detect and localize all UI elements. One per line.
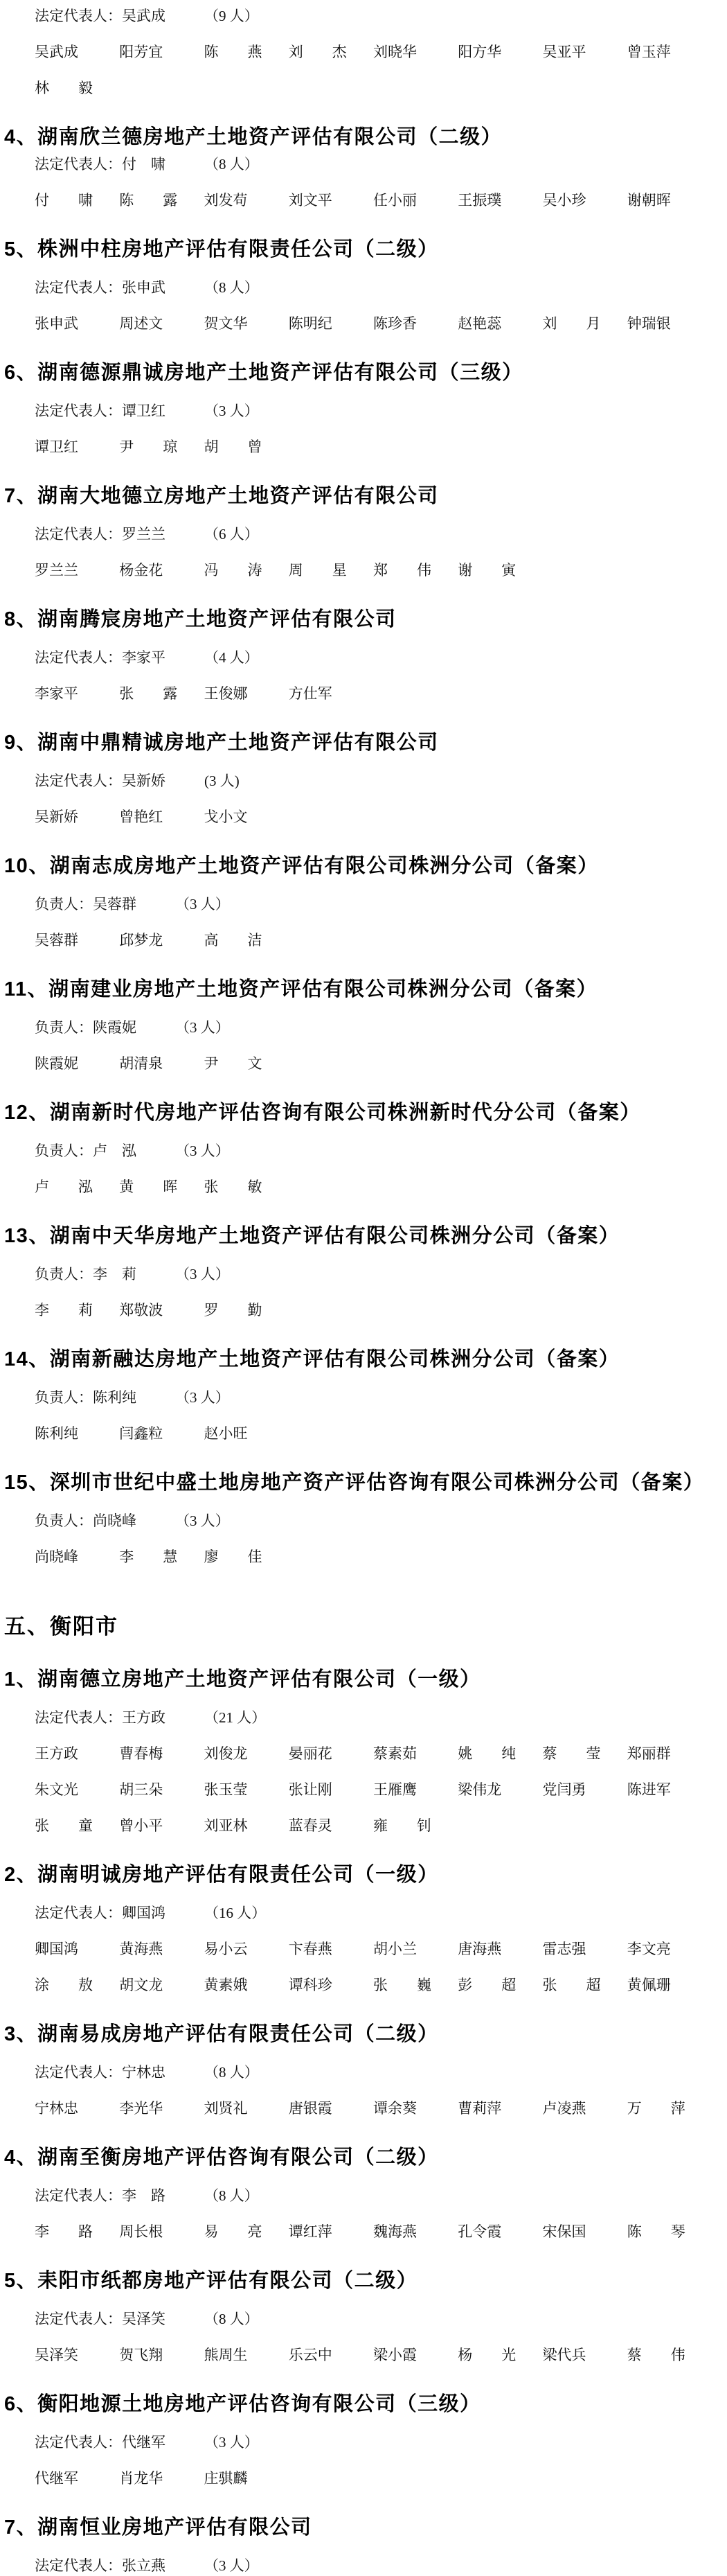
- member-name: 魏海燕: [373, 2223, 417, 2240]
- names-row: [35, 2221, 712, 2242]
- member-name: 谢朝晖: [627, 192, 671, 209]
- company-heading: 4、湖南欣兰德房地产土地资产评估有限公司（二级）: [4, 126, 503, 148]
- company-block: [4, 484, 709, 581]
- member-count: （3 人）: [175, 1019, 230, 1036]
- rep-label: 法定代表人：: [35, 8, 122, 24]
- rep-name: 张立燕: [122, 2557, 165, 2574]
- company-block: [4, 854, 709, 951]
- rep-label: 法定代表人：: [35, 156, 122, 173]
- rep-name: 代继军: [122, 2434, 165, 2451]
- member-name: 朱文光: [35, 1781, 78, 1798]
- member-name: 罗 勤: [204, 1302, 262, 1318]
- member-name: 阳方华: [458, 44, 502, 60]
- member-count: （3 人）: [175, 896, 230, 912]
- company-heading: 12、湖南新时代房地产评估咨询有限公司株洲新时代分公司（备案）: [4, 1102, 641, 1124]
- member-name: 雍 钊: [373, 1817, 431, 1834]
- member-name: 涂 敖: [35, 1977, 93, 1993]
- names-row: [35, 2468, 712, 2489]
- member-name: 尚晓峰: [35, 1549, 78, 1565]
- member-name: 谭红萍: [288, 2223, 332, 2240]
- city-section: [4, 1613, 709, 2576]
- member-name: 杨 光: [458, 2347, 517, 2363]
- company-block: [4, 977, 709, 1074]
- company-block: [4, 360, 709, 457]
- member-name: 王振璞: [458, 192, 502, 209]
- member-name: 罗兰兰: [35, 562, 78, 579]
- company-block: [4, 1100, 709, 1197]
- member-name: 蔡 莹: [542, 1745, 601, 1762]
- member-name: 戈小文: [204, 809, 248, 825]
- rep-line: [35, 2555, 709, 2576]
- company-heading: 7、湖南大地德立房地产土地资产评估有限公司: [4, 485, 439, 507]
- company-heading: 14、湖南新融达房地产土地资产评估有限公司株洲分公司（备案）: [4, 1348, 620, 1370]
- company-block: [4, 1470, 709, 1567]
- member-name: 刘亚林: [204, 1817, 248, 1834]
- member-name: 闫鑫粒: [119, 1425, 163, 1442]
- member-name: 刘文平: [288, 192, 332, 209]
- names-row: [35, 560, 712, 581]
- rep-name: 王方政: [122, 1709, 165, 1726]
- rep-name: 付 啸: [122, 156, 165, 173]
- names-row: [35, 78, 712, 98]
- member-name: 胡小兰: [373, 1941, 417, 1957]
- member-name: 李 莉: [35, 1302, 93, 1318]
- member-name: 蔡素茹: [373, 1745, 417, 1762]
- member-name: 胡文龙: [119, 1977, 163, 1993]
- company-heading: 10、湖南志成房地产土地资产评估有限公司株洲分公司（备案）: [4, 855, 599, 877]
- member-name: 李光华: [119, 2100, 163, 2117]
- member-name: 贺文华: [204, 315, 248, 332]
- member-name: 赵小旺: [204, 1425, 248, 1442]
- member-name: 张 敏: [204, 1179, 262, 1195]
- member-name: 郑丽群: [627, 1745, 671, 1762]
- member-name: 曾小平: [119, 1817, 163, 1834]
- member-name: 廖 佳: [204, 1549, 262, 1565]
- member-count: （3 人）: [175, 1389, 230, 1406]
- member-name: 卞春燕: [288, 1941, 332, 1957]
- rep-label: 负责人：: [35, 1389, 93, 1406]
- member-name: 姚 纯: [458, 1745, 517, 1762]
- names-row: [35, 1743, 712, 1764]
- member-name: 张 童: [35, 1817, 93, 1834]
- member-name: 曹春梅: [119, 1745, 163, 1762]
- member-name: 易 亮: [204, 2223, 262, 2240]
- member-name: 吴小珍: [542, 192, 586, 209]
- names-row: [35, 1779, 712, 1800]
- member-count: （8 人）: [204, 2311, 259, 2327]
- member-name: 任小丽: [373, 192, 417, 209]
- rep-line: [35, 1017, 709, 1038]
- member-name: 陈珍香: [373, 315, 417, 332]
- member-name: 张玉莹: [204, 1781, 248, 1798]
- rep-label: 法定代表人：: [35, 1905, 122, 1921]
- member-name: 刘发苟: [204, 192, 248, 209]
- member-count: （16 人）: [204, 1905, 267, 1921]
- company-heading: 4、湖南至衡房地产评估咨询有限公司（二级）: [4, 2146, 439, 2169]
- rep-line: [35, 894, 709, 915]
- company-heading: 15、深圳市世纪中盛土地房地产资产评估咨询有限公司株洲分公司（备案）: [4, 1472, 705, 1494]
- member-name: 王方政: [35, 1745, 78, 1762]
- names-row: [35, 1053, 712, 1074]
- company-block: [4, 730, 709, 827]
- member-name: 吴新娇: [35, 809, 78, 825]
- rep-label: 法定代表人：: [35, 279, 122, 296]
- member-count: （21 人）: [204, 1709, 267, 1726]
- member-name: 吴蓉群: [35, 932, 78, 949]
- member-name: 胡三朵: [119, 1781, 163, 1798]
- member-name: 陈进军: [627, 1781, 671, 1798]
- member-name: 周 星: [288, 562, 347, 579]
- company-block: [4, 125, 709, 211]
- member-count: (3 人): [204, 773, 240, 789]
- member-count: （3 人）: [175, 1266, 230, 1282]
- rep-name: 李家平: [122, 649, 165, 666]
- company-block: [4, 1224, 709, 1321]
- company-heading: 1、湖南德立房地产土地资产评估有限公司（一级）: [4, 1668, 481, 1691]
- rep-name: 罗兰兰: [122, 526, 165, 542]
- rep-label: 负责人：: [35, 1143, 93, 1159]
- company-heading: 6、衡阳地源土地房地产评估咨询有限公司（三级）: [4, 2393, 481, 2415]
- rep-name: 宁林忠: [122, 2064, 165, 2081]
- member-name: 陈 琴: [627, 2223, 685, 2240]
- member-name: 周述文: [119, 315, 163, 332]
- member-name: 刘 月: [542, 315, 601, 332]
- rep-name: 尚晓峰: [93, 1512, 136, 1529]
- company-heading: 6、湖南德源鼎诚房地产土地资产评估有限公司（三级）: [4, 362, 523, 384]
- rep-label: 法定代表人：: [35, 2557, 122, 2574]
- member-name: 冯 涛: [204, 562, 262, 579]
- member-name: 张 超: [542, 1977, 601, 1993]
- member-name: 曾玉萍: [627, 44, 671, 60]
- member-name: 卿国鸿: [35, 1941, 78, 1957]
- rep-label: 法定代表人：: [35, 773, 122, 789]
- rep-line: [35, 1707, 709, 1728]
- member-count: （6 人）: [204, 526, 259, 542]
- company-block: [4, 2022, 709, 2119]
- member-name: 陈利纯: [35, 1425, 78, 1442]
- member-name: 梁小霞: [373, 2347, 417, 2363]
- member-name: 易小云: [204, 1941, 248, 1957]
- rep-label: 法定代表人：: [35, 1709, 122, 1726]
- member-name: 贺飞翔: [119, 2347, 163, 2363]
- member-name: 彭 超: [458, 1977, 517, 1993]
- company-heading: 8、湖南腾宸房地产土地资产评估有限公司: [4, 608, 397, 630]
- rep-line: [35, 277, 709, 298]
- member-name: 谭科珍: [288, 1977, 332, 1993]
- rep-line: [35, 6, 709, 26]
- member-name: 吴亚平: [542, 44, 586, 60]
- rep-label: 法定代表人：: [35, 2064, 122, 2081]
- member-name: 庄骐麟: [204, 2470, 248, 2487]
- member-name: 黄佩珊: [627, 1977, 671, 1993]
- member-name: 陕霞妮: [35, 1055, 78, 1072]
- member-name: 唐海燕: [458, 1941, 502, 1957]
- member-name: 郑 伟: [373, 562, 431, 579]
- member-name: 张让刚: [288, 1781, 332, 1798]
- rep-label: 负责人：: [35, 1512, 93, 1529]
- member-name: 胡 曾: [204, 439, 262, 455]
- member-name: 阳芳宜: [119, 44, 163, 60]
- member-name: 蔡 伟: [627, 2347, 685, 2363]
- rep-line: [35, 647, 709, 668]
- member-count: （8 人）: [204, 156, 259, 173]
- names-row: [35, 2345, 712, 2365]
- member-name: 黄 晖: [119, 1179, 178, 1195]
- rep-line: [35, 524, 709, 545]
- member-name: 熊周生: [204, 2347, 248, 2363]
- city-section: [4, 125, 709, 1567]
- member-name: 黄海燕: [119, 1941, 163, 1957]
- rep-label: 法定代表人：: [35, 2187, 122, 2204]
- member-count: （3 人）: [204, 2434, 259, 2451]
- rep-label: 负责人：: [35, 1266, 93, 1282]
- member-name: 梁代兵: [542, 2347, 586, 2363]
- member-name: 代继军: [35, 2470, 78, 2487]
- company-heading: 11、湖南建业房地产土地资产评估有限公司株洲分公司（备案）: [4, 978, 598, 1000]
- member-name: 张 巍: [373, 1977, 431, 1993]
- member-name: 孔令霞: [458, 2223, 502, 2240]
- company-block: [4, 2268, 709, 2365]
- company-block: [4, 2515, 709, 2576]
- member-name: 尹 文: [204, 1055, 262, 1072]
- member-count: （9 人）: [204, 8, 259, 24]
- rep-name: 卢 泓: [93, 1143, 136, 1159]
- names-row: [35, 313, 712, 334]
- names-row: [35, 806, 712, 827]
- rep-line: [35, 2309, 709, 2329]
- rep-line: [35, 770, 709, 791]
- rep-line: [35, 1140, 709, 1161]
- names-row: [35, 683, 712, 704]
- member-name: 高 洁: [204, 932, 262, 949]
- member-name: 陈明纪: [288, 315, 332, 332]
- company-heading: 2、湖南明诚房地产评估有限责任公司（一级）: [4, 1864, 439, 1886]
- rep-line: [35, 2062, 709, 2083]
- member-count: （3 人）: [204, 2557, 259, 2574]
- names-row: [35, 1975, 712, 1995]
- member-count: （3 人）: [175, 1143, 230, 1159]
- member-name: 卢 泓: [35, 1179, 93, 1195]
- rep-name: 吴新娇: [122, 773, 165, 789]
- member-name: 谭余葵: [373, 2100, 417, 2117]
- rep-label: 法定代表人：: [35, 2434, 122, 2451]
- member-name: 万 萍: [627, 2100, 685, 2117]
- company-heading: 5、株洲中柱房地产评估有限责任公司（二级）: [4, 238, 439, 261]
- member-name: 周长根: [119, 2223, 163, 2240]
- rep-name: 陈利纯: [93, 1389, 136, 1406]
- member-count: （8 人）: [204, 2187, 259, 2204]
- member-name: 宋保国: [542, 2223, 586, 2240]
- names-row: [35, 1546, 712, 1567]
- member-name: 唐银霞: [288, 2100, 332, 2117]
- member-name: 刘贤礼: [204, 2100, 248, 2117]
- names-row: [35, 1423, 712, 1444]
- rep-name: 卿国鸿: [122, 1905, 165, 1921]
- rep-line: [35, 1387, 709, 1408]
- member-name: 梁伟龙: [458, 1781, 502, 1798]
- member-name: 谭卫红: [35, 439, 78, 455]
- company-block: [4, 2392, 709, 2489]
- city-heading: 五、衡阳市: [4, 1614, 118, 1639]
- member-name: 杨金花: [119, 562, 163, 579]
- names-row: [35, 930, 712, 951]
- company-block: [4, 607, 709, 704]
- company-block: [4, 1862, 709, 1995]
- member-name: 刘俊龙: [204, 1745, 248, 1762]
- rep-line: [35, 1264, 709, 1285]
- rep-name: 吴蓉群: [93, 896, 136, 912]
- company-block: [4, 237, 709, 334]
- names-row: [35, 190, 712, 211]
- rep-line: [35, 400, 709, 421]
- member-name: 林 毅: [35, 80, 93, 96]
- member-name: 胡清泉: [119, 1055, 163, 1072]
- company-heading: 5、耒阳市纸都房地产评估有限公司（二级）: [4, 2270, 418, 2292]
- rep-label: 法定代表人：: [35, 403, 122, 419]
- member-name: 王俊娜: [204, 685, 248, 702]
- member-name: 曹莉萍: [458, 2100, 502, 2117]
- member-name: 党闫勇: [542, 1781, 586, 1798]
- rep-line: [35, 154, 709, 175]
- rep-line: [35, 2432, 709, 2453]
- member-name: 方仕军: [288, 685, 332, 702]
- rep-line: [35, 1903, 709, 1923]
- member-name: 宁林忠: [35, 2100, 78, 2117]
- rep-line: [35, 2185, 709, 2206]
- company-heading: 3、湖南易成房地产评估有限责任公司（二级）: [4, 2023, 439, 2045]
- member-name: 黄素娥: [204, 1977, 248, 1993]
- member-name: 吴武成: [35, 44, 78, 60]
- rep-name: 李 莉: [93, 1266, 136, 1282]
- member-name: 肖龙华: [119, 2470, 163, 2487]
- company-heading: 13、湖南中天华房地产土地资产评估有限公司株洲分公司（备案）: [4, 1225, 620, 1247]
- member-name: 陈 露: [119, 192, 178, 209]
- rep-label: 法定代表人：: [35, 526, 122, 542]
- member-name: 李家平: [35, 685, 78, 702]
- rep-name: 吴泽笑: [122, 2311, 165, 2327]
- names-row: [35, 1300, 712, 1321]
- rep-label: 法定代表人：: [35, 649, 122, 666]
- member-name: 晏丽花: [288, 1745, 332, 1762]
- member-name: 卢凌燕: [542, 2100, 586, 2117]
- member-name: 赵艳蕊: [458, 315, 502, 332]
- company-heading: 7、湖南恒业房地产评估有限公司: [4, 2516, 312, 2539]
- company-block: [4, 6, 709, 98]
- company-heading: 9、湖南中鼎精诚房地产土地资产评估有限公司: [4, 732, 439, 754]
- member-name: 谢 寅: [458, 562, 517, 579]
- member-name: 张申武: [35, 315, 78, 332]
- member-name: 钟瑞银: [627, 315, 671, 332]
- member-name: 付 啸: [35, 192, 93, 209]
- member-name: 陈 燕: [204, 44, 262, 60]
- names-row: [35, 1176, 712, 1197]
- member-name: 雷志强: [542, 1941, 586, 1957]
- member-name: 刘晓华: [373, 44, 417, 60]
- names-row: [35, 2098, 712, 2119]
- member-name: 吴泽笑: [35, 2347, 78, 2363]
- member-name: 李 路: [35, 2223, 93, 2240]
- rep-name: 吴武成: [122, 8, 165, 24]
- names-row: [35, 1815, 712, 1836]
- member-name: 刘 杰: [288, 44, 347, 60]
- member-name: 李 慧: [119, 1549, 178, 1565]
- member-count: （3 人）: [175, 1512, 230, 1529]
- company-block: [4, 2145, 709, 2242]
- rep-name: 陕霞妮: [93, 1019, 136, 1036]
- member-name: 邱梦龙: [119, 932, 163, 949]
- company-block: [4, 1347, 709, 1444]
- rep-name: 李 路: [122, 2187, 165, 2204]
- member-name: 乐云中: [288, 2347, 332, 2363]
- company-block: [4, 1667, 709, 1836]
- names-row: [35, 436, 712, 457]
- member-name: 王雁鹰: [373, 1781, 417, 1798]
- rep-line: [35, 1510, 709, 1531]
- rep-name: 张申武: [122, 279, 165, 296]
- member-name: 李文亮: [627, 1941, 671, 1957]
- rep-label: 负责人：: [35, 1019, 93, 1036]
- names-row: [35, 42, 712, 62]
- rep-name: 谭卫红: [122, 403, 165, 419]
- rep-label: 法定代表人：: [35, 2311, 122, 2327]
- member-name: 尹 琼: [119, 439, 178, 455]
- member-name: 曾艳红: [119, 809, 163, 825]
- member-name: 蓝春灵: [288, 1817, 332, 1834]
- member-name: 郑敬波: [119, 1302, 163, 1318]
- member-count: （8 人）: [204, 2064, 259, 2081]
- rep-label: 负责人：: [35, 896, 93, 912]
- member-count: （3 人）: [204, 403, 259, 419]
- member-count: （8 人）: [204, 279, 259, 296]
- member-name: 张 露: [119, 685, 178, 702]
- member-count: （4 人）: [204, 649, 259, 666]
- names-row: [35, 1939, 712, 1959]
